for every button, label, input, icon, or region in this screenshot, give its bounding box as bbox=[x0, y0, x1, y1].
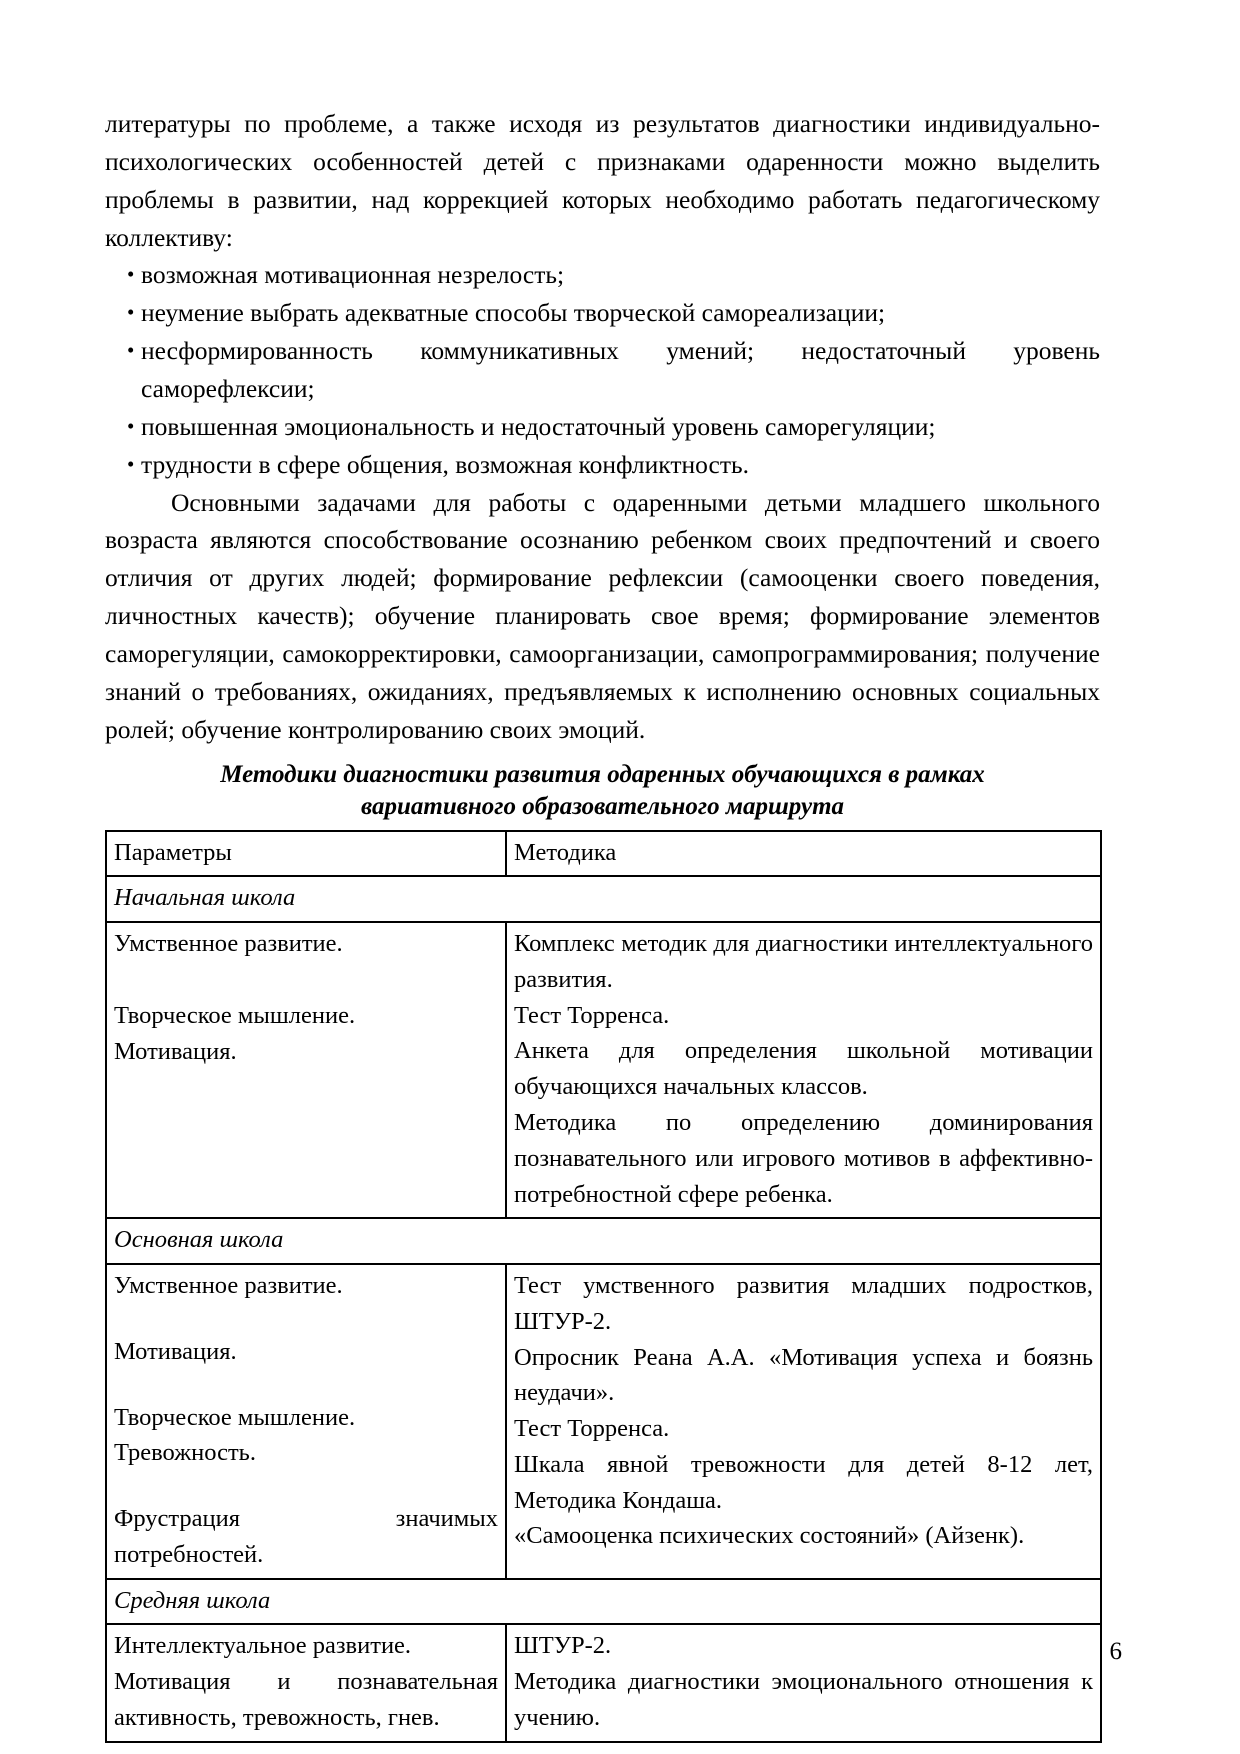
spacer bbox=[114, 962, 498, 998]
method-text: Комплекс методик для диагностики интеллектуального развития. bbox=[514, 930, 1093, 993]
page-number: 6 bbox=[1109, 1638, 1122, 1665]
table-row bbox=[106, 922, 1101, 1218]
method-text: Тест Торренса. bbox=[514, 1415, 670, 1443]
cell-method bbox=[506, 1624, 1101, 1741]
cell-parameter bbox=[106, 922, 506, 1218]
param-text: Интеллектуальное развитие. bbox=[114, 1632, 412, 1660]
section-title-secondary-school: Средняя школа bbox=[106, 1579, 1101, 1625]
method-text: «Самооценка психических состояний» (Айзенк). bbox=[514, 1522, 1025, 1550]
param-text: Фрустрация значимых потребностей. bbox=[114, 1505, 498, 1568]
method-text: ШТУР-2. bbox=[514, 1632, 612, 1660]
list-item: • повышенная эмоциональность и недостаточный уровень саморегуляции; bbox=[105, 408, 1100, 446]
table-caption bbox=[105, 759, 1100, 824]
method-text: Методика диагностики эмоционального отношения к учению. bbox=[514, 1668, 1093, 1731]
list-item: • неумение выбрать адекватные способы творческой самореализации; bbox=[105, 294, 1100, 332]
spacer bbox=[114, 1304, 498, 1334]
param-text: Умственное развитие. bbox=[114, 1272, 343, 1300]
column-header-method: Методика bbox=[506, 831, 1101, 877]
spacer bbox=[114, 1370, 498, 1400]
cell-parameter bbox=[106, 1624, 506, 1741]
diagnostics-table bbox=[105, 830, 1102, 1743]
intro-paragraph: литературы по проблеме, а также исходя из результатов диагностики индивидуально-психологических особенностей детей с признаками одаренности можно выделить проблемы в развитии, над коррекцией которых необходимо работать педагогическому коллективу: bbox=[105, 109, 1100, 252]
table-header-row bbox=[106, 831, 1101, 877]
table-caption-line-1: Методики диагностики развития одаренных обучающихся в рамках bbox=[220, 760, 985, 788]
cell-method bbox=[506, 1264, 1101, 1579]
param-text: Мотивация. bbox=[114, 1337, 237, 1365]
list-item: • возможная мотивационная незрелость; bbox=[105, 256, 1100, 294]
method-text: Анкета для определения школьной мотивации обучающихся начальных классов. bbox=[514, 1037, 1093, 1101]
method-text: Тест Торренса. bbox=[514, 1001, 670, 1029]
param-text: Мотивация и познавательная активность, тревожность, гнев. bbox=[114, 1668, 498, 1731]
cell-method bbox=[506, 922, 1101, 1218]
section-title-primary-school: Начальная школа bbox=[106, 876, 1101, 922]
section-title-basic-school: Основная школа bbox=[106, 1218, 1101, 1264]
method-text: Шкала явной тревожности для детей 8-12 лет, Методика Кондаша. bbox=[514, 1450, 1093, 1514]
list-item: • трудности в сфере общения, возможная конфликтность. bbox=[105, 446, 1100, 484]
column-header-parameters: Параметры bbox=[106, 831, 506, 877]
table-caption-line-2: вариативного образовательного маршрута bbox=[360, 793, 845, 821]
method-text: Опросник Реана А.А. «Мотивация успеха и боязнь неудачи». bbox=[514, 1343, 1093, 1407]
method-text: Тест умственного развития младших подростков, ШТУР-2. bbox=[514, 1272, 1093, 1335]
section-header-row bbox=[106, 876, 1101, 922]
param-text: Тревожность. bbox=[114, 1439, 256, 1467]
list-item: • несформированность коммуникативных умений; недостаточный уровень саморефлексии; bbox=[105, 332, 1100, 408]
param-text: Умственное развитие. bbox=[114, 930, 343, 958]
section-header-row bbox=[106, 1579, 1101, 1625]
param-text: Творческое мышление. bbox=[114, 1403, 356, 1431]
method-text: Методика по определению доминирования познавательного или игрового мотивов в аффективно-потребностной сфере ребенка. bbox=[514, 1108, 1093, 1208]
table-row bbox=[106, 1264, 1101, 1579]
param-text: Творческое мышление. bbox=[114, 1001, 356, 1029]
tasks-paragraph: Основными задачами для работы с одаренными детьми младшего школьного возраста являются способствование осознанию ребенком своих предпочтений и своего отличия от других людей; формирование рефлексии (самооценки своего поведения, личностных качеств); обучение планировать свое время; формирование элементов саморегуляции, самокорректировки, самоорганизации, самопрограммирования; получение знаний о требованиях, ожиданиях, предъявляемых к исполнению основных социальных ролей; обучение контролированию своих эмоций. bbox=[105, 487, 1100, 744]
table-row bbox=[106, 1624, 1101, 1741]
spacer bbox=[114, 1471, 498, 1501]
section-header-row bbox=[106, 1218, 1101, 1264]
cell-parameter bbox=[106, 1264, 506, 1579]
param-text: Мотивация. bbox=[114, 1037, 237, 1065]
problems-bullet-list bbox=[105, 256, 1100, 483]
